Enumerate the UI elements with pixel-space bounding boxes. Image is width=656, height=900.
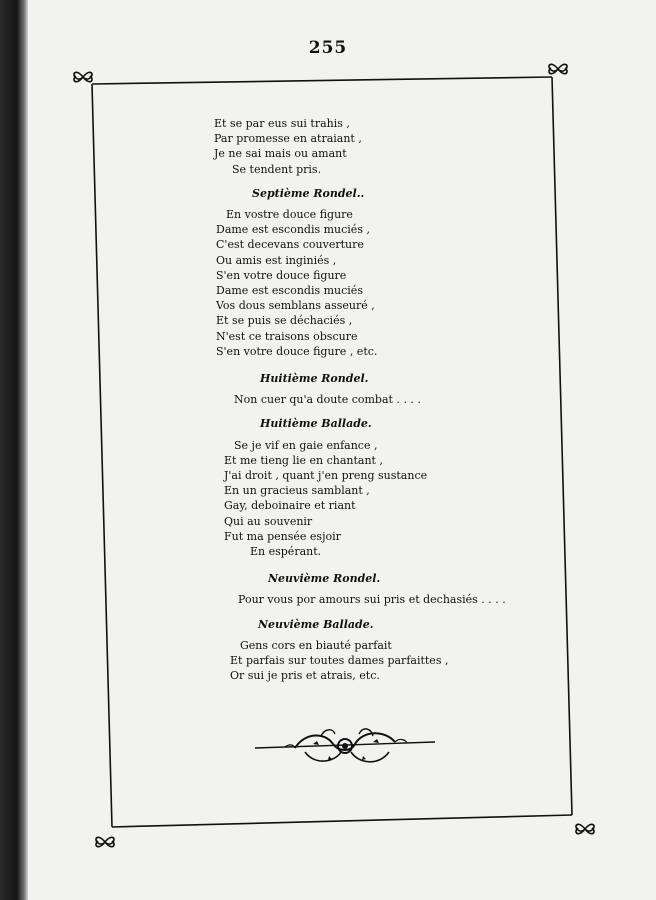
verse-line: S'en votre douce figure , etc. — [216, 344, 378, 358]
verse-line: Dame est escondis muciés — [216, 284, 363, 298]
verse-line: Gay, deboinaire et riant — [224, 499, 356, 513]
verse-line: Et me tieng lie en chantant , — [224, 453, 383, 467]
section-heading: Huitième Ballade. — [260, 417, 372, 431]
knot-ornament-icon — [545, 56, 571, 82]
verse-line: Or sui je pris et atrais, etc. — [230, 669, 380, 683]
section-heading: Neuvième Rondel. — [268, 572, 381, 586]
stanza-neuvieme-rondel — [150, 592, 506, 607]
knot-ornament-icon — [70, 64, 96, 90]
section-heading: Neuvième Ballade. — [258, 617, 374, 631]
section-heading: Huitième Rondel. — [260, 372, 369, 386]
page-number: 255 — [308, 38, 348, 58]
knot-ornament-icon — [572, 816, 598, 842]
verse-line: Gens cors en biauté parfait — [240, 638, 392, 652]
verse-line: Vos dous semblans asseuré , — [216, 299, 375, 313]
verse-line: Fut ma pensée esjoir — [224, 529, 341, 543]
stanza-continuation — [150, 116, 480, 177]
verse-line: Par promesse en atraiant , — [214, 132, 362, 146]
verse-line: Non cuer qu'a doute combat . . . . — [234, 393, 421, 407]
verse-line: C'est decevans couverture — [216, 238, 364, 252]
poem-text-block — [150, 116, 506, 684]
verse-line: En espérant. — [250, 545, 322, 559]
verse-line: S'en votre douce figure — [216, 268, 347, 282]
stanza-huitieme-ballade — [150, 438, 480, 560]
stanza-septieme-rondel — [150, 207, 480, 359]
verse-line: Dame est escondis muciés , — [216, 223, 370, 237]
verse-line: Se tendent pris. — [232, 162, 322, 176]
verse-line: Se je vif en gaie enfance , — [234, 438, 378, 452]
verse-line: Et parfais sur toutes dames parfaittes , — [230, 654, 449, 668]
stanza-neuvieme-ballade — [150, 638, 480, 684]
verse-line: Qui au souvenir — [224, 514, 313, 528]
floral-tailpiece-icon — [255, 722, 435, 770]
verse-line: N'est ce traisons obscure — [216, 329, 358, 343]
verse-line: Je ne sai mais ou amant — [214, 147, 347, 161]
section-heading: Septième Rondel.. — [252, 186, 365, 200]
verse-line: En un gracieus samblant , — [224, 484, 370, 498]
stanza-huitieme-rondel — [150, 392, 480, 407]
verse-line: Ou amis est inginiés , — [216, 253, 337, 267]
verse-line: Et se puis se déchaciés , — [216, 314, 353, 328]
verse-line: J'ai droit , quant j'en preng sustance — [224, 469, 428, 483]
verse-line: Et se par eus sui trahis , — [214, 117, 350, 130]
knot-ornament-icon — [92, 829, 118, 855]
verse-line: Pour vous por amours sui pris et dechasiés . . . . — [238, 593, 506, 607]
verse-line: En vostre douce figure — [226, 208, 353, 222]
